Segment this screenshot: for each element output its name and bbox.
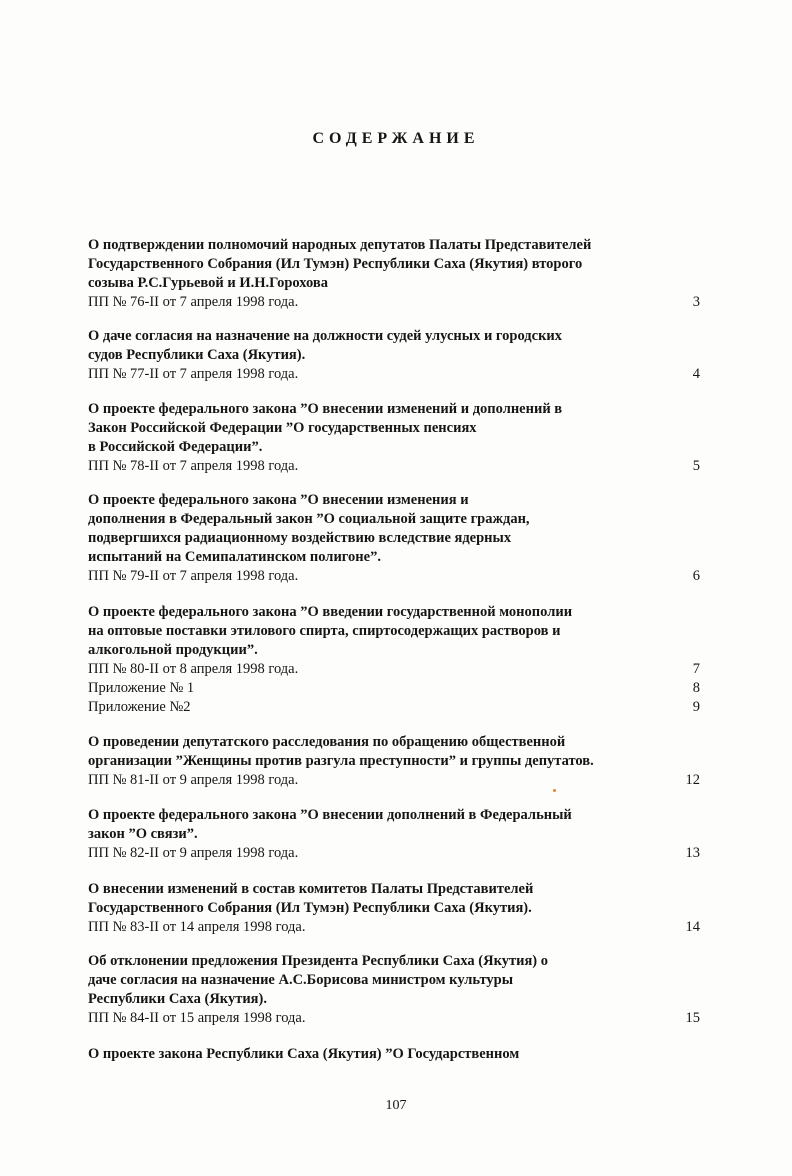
entry-heading: О проведении депутатского расследования по обращению общественной организации ”Женщины против разгула преступности” и группы депутатов. xyxy=(88,734,594,769)
toc-entry xyxy=(88,400,712,476)
entry-heading: О даче согласия на назначение на должности судей улусных и городских судов Республики Саха (Якутия). xyxy=(88,328,563,363)
entry-heading: О проекте федерального закона ”О внесении изменений и дополнений в Закон Российской Федерации ”О государственных пенсиях в Российской Федерации”. xyxy=(88,401,563,455)
reference-text: ПП № 77-II от 7 апреля 1998 года. xyxy=(88,366,299,382)
entry-heading: О внесении изменений в состав комитетов Палаты Представителей Государственного Собрания (Ил Тумэн) Республики Саха (Якутия). xyxy=(88,881,534,916)
entry-heading: О проекте федерального закона ”О внесении дополнений в Федеральный закон ”О связи”. xyxy=(88,807,572,842)
toc-entry xyxy=(88,236,712,312)
reference-text: ПП № 81-II от 9 апреля 1998 года. xyxy=(88,772,299,788)
entry-heading: О подтверждении полномочий народных депутатов Палаты Представителей Государственного Собрания (Ил Тумэн) Республики Саха (Якутия) второго созыва Р.С.Гурьевой и И.Н.Горохова xyxy=(88,237,592,291)
page-reference: 13 xyxy=(685,845,700,861)
page-reference: 14 xyxy=(685,919,700,935)
entry-reference xyxy=(88,457,712,476)
entry-reference xyxy=(88,293,712,312)
reference-text: ПП № 76-II от 7 апреля 1998 года. xyxy=(88,294,299,310)
page-reference: 7 xyxy=(692,661,700,677)
entry-reference xyxy=(88,771,712,790)
page-reference: 5 xyxy=(692,458,700,474)
reference-text: ПП № 84-II от 15 апреля 1998 года. xyxy=(88,1010,306,1026)
entry-reference xyxy=(88,918,712,937)
scan-speck xyxy=(553,789,556,792)
entry-reference xyxy=(88,660,712,679)
toc-entry xyxy=(88,880,712,937)
entry-heading: О проекте федерального закона ”О внесении изменения и дополнения в Федеральный закон ”О социальной защите граждан, подвергшихся радиационному воздействию вследствие ядерных испытаний на Семипалатинском полигоне”. xyxy=(88,492,530,565)
entry-heading: О проекте федерального закона ”О введении государственной монополии на оптовые поставки этилового спирта, спиртосодержащих растворов и алкогольной продукции”. xyxy=(88,604,573,658)
page-reference: 15 xyxy=(685,1010,700,1026)
toc-entry xyxy=(88,603,712,717)
page-number: 107 xyxy=(385,1098,407,1113)
page-reference: 8 xyxy=(692,680,700,696)
reference-text: ПП № 82-II от 9 апреля 1998 года. xyxy=(88,845,299,861)
page-reference: 3 xyxy=(692,294,700,310)
page-reference: 9 xyxy=(692,699,700,715)
toc-entry xyxy=(88,491,712,586)
reference-text: ПП № 83-II от 14 апреля 1998 года. xyxy=(88,919,306,935)
entry-reference xyxy=(88,567,712,586)
entry-reference xyxy=(88,844,712,863)
reference-text: Приложение № 1 xyxy=(88,680,195,696)
page-reference: 12 xyxy=(685,772,700,788)
entry-reference xyxy=(88,679,712,698)
reference-text: ПП № 78-II от 7 апреля 1998 года. xyxy=(88,458,299,474)
entry-reference xyxy=(88,1009,712,1028)
page-reference: 6 xyxy=(692,568,700,584)
reference-text: ПП № 79-II от 7 апреля 1998 года. xyxy=(88,568,299,584)
reference-text: Приложение №2 xyxy=(88,699,191,715)
entry-reference xyxy=(88,698,712,717)
toc-entry xyxy=(88,733,712,790)
entry-heading: Об отклонении предложения Президента Республики Саха (Якутия) о даче согласия на назначение А.С.Борисова министром культуры Республики Саха (Якутия). xyxy=(88,953,548,1007)
contents-title: СОДЕРЖАНИЕ xyxy=(312,130,480,147)
toc-entry xyxy=(88,806,712,863)
entry-reference xyxy=(88,365,712,384)
toc-entry xyxy=(88,1045,712,1064)
page-reference: 4 xyxy=(692,366,700,382)
reference-text: ПП № 80-II от 8 апреля 1998 года. xyxy=(88,661,299,677)
toc-entry xyxy=(88,952,712,1028)
toc-entry xyxy=(88,327,712,384)
entry-heading: О проекте закона Республики Саха (Якутия) ”О Государственном xyxy=(88,1046,520,1062)
